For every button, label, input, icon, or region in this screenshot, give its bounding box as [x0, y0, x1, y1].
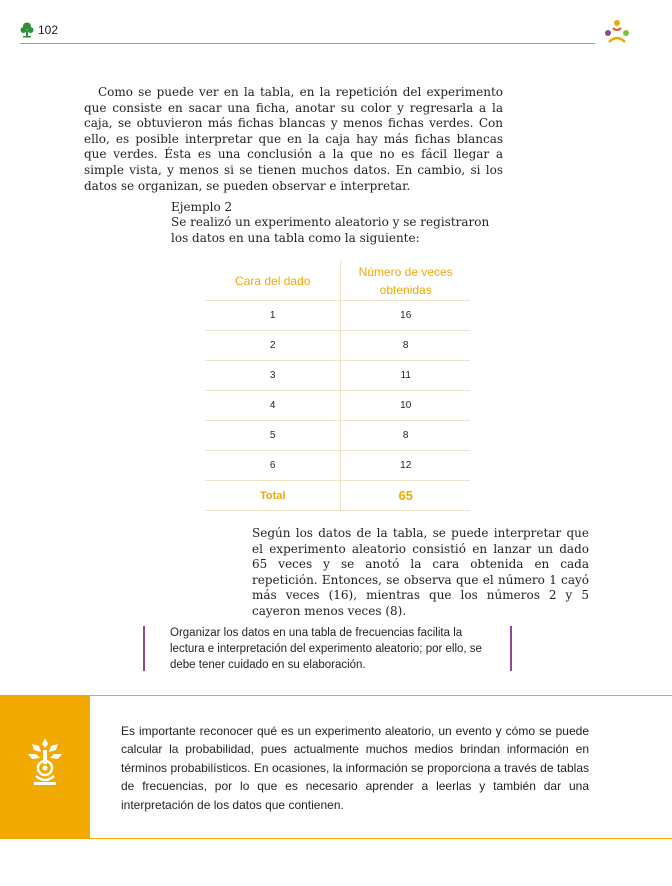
table-cell-face: 4	[205, 391, 341, 421]
table-cell-count: 16	[341, 301, 470, 331]
table-cell-face: 1	[205, 301, 341, 331]
table-cell-count: 8	[341, 331, 470, 361]
dgb-logo-icon	[603, 18, 631, 46]
table-cell-count: 10	[341, 391, 470, 421]
tree-leaf-icon	[20, 22, 34, 38]
table-total-row	[205, 481, 470, 511]
header-rule	[20, 43, 595, 44]
total-value: 65	[341, 481, 470, 511]
example-text: Se realizó un experimento aleatorio y se registraron los datos en una tabla como la siguiente:	[171, 215, 490, 245]
table-cell-face: 2	[205, 331, 341, 361]
info-box-bottom-rule	[88, 838, 672, 839]
note-right-bar	[510, 626, 512, 671]
info-box-text: Es importante reconocer qué es un experimento aleatorio, un evento y cómo se puede calcular la probabilidad, pues actualmente muchos medios brindan información en términos probabilísticos. En ocasiones, la información se proporciona a través de tablas de frecuencias, por lo que es necesario aprender a leerlas y también dar una interpretación de los datos que contienen.	[121, 724, 589, 812]
column-header-face: Cara del dado	[205, 261, 341, 301]
conclusion-paragraph: Según los datos de la tabla, se puede interpretar que el experimento aleatorio consistió en lanzar un dado 65 veces y se anotó la cara obtenida en cada repetición. Entonces, se observa que el número 1 cayó más veces (16), mientras que los números 2 y 5 cayeron menos veces (8).	[252, 526, 589, 618]
column-header-count: Número de veces obtenidas	[341, 261, 470, 301]
table-row	[205, 421, 470, 451]
note-text: Organizar los datos en una tabla de frecuencias facilita la lectura e interpretación del experimento aleatorio; por ello, se debe tener cuidado en su elaboración.	[170, 627, 482, 671]
table-cell-face: 5	[205, 421, 341, 451]
table-row	[205, 451, 470, 481]
table-cell-face: 3	[205, 361, 341, 391]
page-number: 102	[38, 23, 59, 37]
table-header-row	[205, 261, 470, 301]
table-row	[205, 301, 470, 331]
info-box-top-rule	[0, 695, 672, 696]
intro-paragraph: Como se puede ver en la tabla, en la repetición del experimento que consiste en sacar una ficha, anotar su color y regresarla a la caja, se obtuvieron más fichas blancas y menos fichas verdes. Con ello, es posible interpretar que en la caja hay más fichas blancas que verdes. Ésta es una conclusión a la que no es fácil llegar a simple vista, y menos si se tienen muchos datos. En cambio, si los datos se organizan, se pueden observar e interpretar.	[84, 85, 503, 193]
frequency-table	[205, 261, 470, 511]
tree-emblem-icon	[24, 736, 66, 788]
table-cell-count: 8	[341, 421, 470, 451]
table-row	[205, 361, 470, 391]
total-label: Total	[205, 481, 341, 511]
page-header	[0, 0, 672, 50]
note-left-bar	[143, 626, 145, 671]
table-cell-face: 6	[205, 451, 341, 481]
table-row	[205, 331, 470, 361]
table-row	[205, 391, 470, 421]
example-title: Ejemplo 2	[171, 200, 233, 214]
table-cell-count: 12	[341, 451, 470, 481]
table-cell-count: 11	[341, 361, 470, 391]
